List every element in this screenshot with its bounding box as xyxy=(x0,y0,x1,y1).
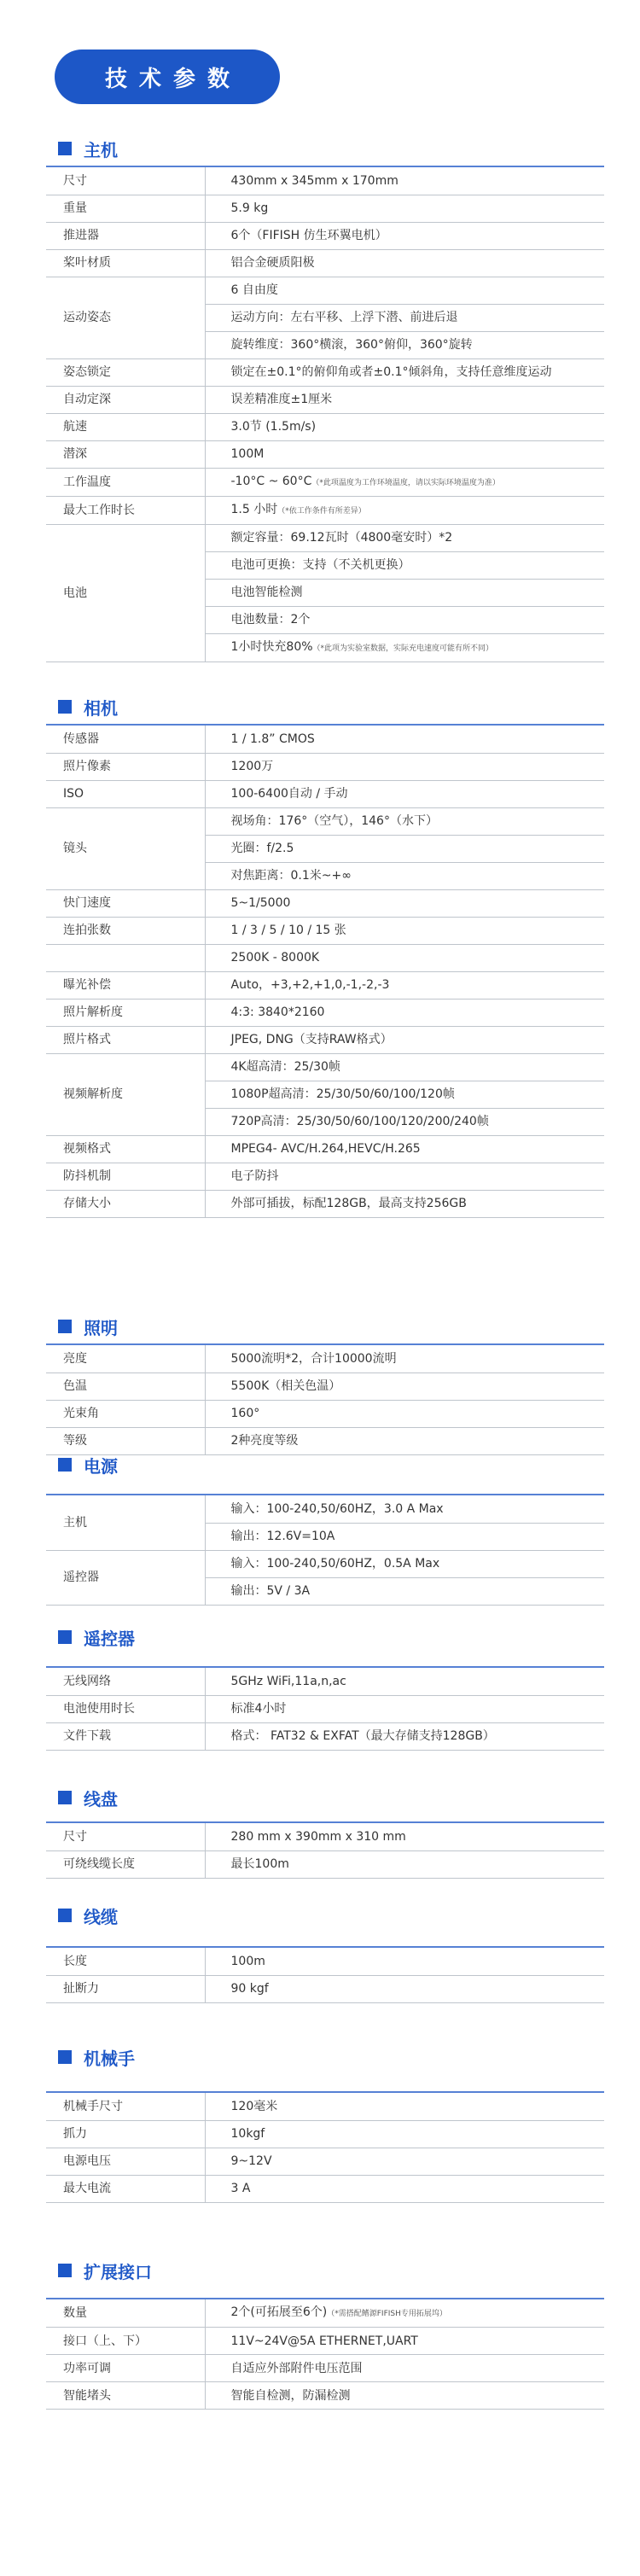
spec-label: 尺寸 xyxy=(46,167,205,195)
page-title-badge xyxy=(55,50,280,104)
spec-table xyxy=(46,1668,604,1751)
spec-value: 输入：100-240,50/60HZ，0.5A Max xyxy=(205,1550,604,1577)
spec-row xyxy=(46,1948,604,1975)
spec-row xyxy=(46,889,604,917)
spec-value: 280 mm x 390mm x 310 mm xyxy=(205,1823,604,1850)
spec-note: （*此项温度为工作环境温度，请以实际环境温度为准） xyxy=(311,478,500,487)
spec-label: 重量 xyxy=(46,195,205,222)
section-title xyxy=(46,2257,604,2284)
spec-value: 对焦距离：0.1米~+∞ xyxy=(205,862,604,889)
section-main xyxy=(46,135,604,662)
spec-row xyxy=(46,440,604,468)
spec-label: ISO xyxy=(46,780,205,807)
section-title-text: 遥控器 xyxy=(84,1628,135,1649)
section-rule xyxy=(46,1821,604,1823)
section-title-text: 线盘 xyxy=(84,1788,118,1810)
spec-row xyxy=(46,2382,604,2410)
spec-label: 视频解析度 xyxy=(46,1053,205,1135)
spec-label: 长度 xyxy=(46,1948,205,1975)
section-title xyxy=(46,1623,604,1651)
spec-value: 100M xyxy=(205,440,604,468)
square-bullet-icon xyxy=(58,1320,72,1333)
spec-value: 格式： FAT32 & EXFAT（最大存储支持128GB） xyxy=(205,1722,604,1750)
spec-row xyxy=(46,2093,604,2120)
section-expansion xyxy=(46,2257,604,2410)
spec-value: 输入：100-240,50/60HZ，3.0 A Max xyxy=(205,1495,604,1523)
section-rule xyxy=(46,2091,604,2093)
spec-label xyxy=(46,944,205,971)
section-title-text: 机械手 xyxy=(84,2048,135,2069)
spec-value: 锁定在±0.1°的俯仰角或者±0.1°倾斜角，支持任意维度运动 xyxy=(205,358,604,386)
square-bullet-icon xyxy=(58,1909,72,1922)
section-reel xyxy=(46,1784,604,1879)
spec-label: 电池 xyxy=(46,524,205,661)
spec-label: 视频格式 xyxy=(46,1135,205,1163)
spec-value: 电池可更换：支持（不关机更换） xyxy=(205,551,604,579)
spec-label: 数量 xyxy=(46,2299,205,2328)
section-title-text: 主机 xyxy=(84,139,118,160)
spec-label: 色温 xyxy=(46,1373,205,1400)
spec-row xyxy=(46,1823,604,1850)
spec-value: 3.0节 (1.5m/s) xyxy=(205,413,604,440)
spec-label: 文件下载 xyxy=(46,1722,205,1750)
spec-value: 3 A xyxy=(205,2175,604,2202)
spec-row xyxy=(46,167,604,195)
spec-label: 工作温度 xyxy=(46,468,205,496)
spec-label: 航速 xyxy=(46,413,205,440)
spec-value: 2500K - 8000K xyxy=(205,944,604,971)
spec-row xyxy=(46,807,604,835)
spec-row xyxy=(46,277,604,304)
spec-label: 姿态锁定 xyxy=(46,358,205,386)
spec-value: 90 kgf xyxy=(205,1975,604,2002)
spec-note: （*依工作条件有所差异） xyxy=(277,506,366,516)
section-title xyxy=(46,1784,604,1811)
section-rule xyxy=(46,1494,604,1495)
spec-value: 4K超高清：25/30帧 xyxy=(205,1053,604,1081)
spec-row xyxy=(46,1373,604,1400)
spec-table xyxy=(46,1345,604,1455)
section-title xyxy=(46,135,604,162)
spec-value: 最长100m xyxy=(205,1850,604,1878)
spec-row xyxy=(46,971,604,999)
spec-value: 误差精准度±1厘米 xyxy=(205,386,604,413)
section-arm xyxy=(46,2043,604,2203)
section-rule xyxy=(46,1343,604,1345)
square-bullet-icon xyxy=(58,1630,72,1644)
spec-label: 遥控器 xyxy=(46,1550,205,1605)
spec-label: 亮度 xyxy=(46,1345,205,1373)
spec-label: 镜头 xyxy=(46,807,205,889)
spec-row xyxy=(46,2328,604,2355)
spec-value: 电子防抖 xyxy=(205,1163,604,1190)
section-title xyxy=(46,2043,604,2071)
spec-table xyxy=(46,1823,604,1879)
spec-value: 4:3: 3840*2160 xyxy=(205,999,604,1026)
spec-label: 防抖机制 xyxy=(46,1163,205,1190)
spec-note: （*需搭配鳍源FIFISH专用拓展坞） xyxy=(327,2310,447,2318)
section-title xyxy=(46,1451,604,1478)
spec-label: 传感器 xyxy=(46,726,205,753)
spec-row xyxy=(46,1975,604,2002)
spec-label: 可绕线缆长度 xyxy=(46,1850,205,1878)
spec-row xyxy=(46,2148,604,2175)
section-title-text: 扩展接口 xyxy=(84,2261,152,2282)
spec-value: 铝合金硬质阳极 xyxy=(205,249,604,277)
section-cable xyxy=(46,1902,604,2003)
spec-value: JPEG, DNG（支持RAW格式） xyxy=(205,1026,604,1053)
spec-label: 电池使用时长 xyxy=(46,1695,205,1722)
section-rule xyxy=(46,2298,604,2299)
spec-row xyxy=(46,1190,604,1217)
square-bullet-icon xyxy=(58,142,72,155)
section-title-text: 线缆 xyxy=(84,1906,118,1927)
spec-row xyxy=(46,2120,604,2148)
section-title-text: 电源 xyxy=(84,1455,118,1477)
spec-value: 光圈：f/2.5 xyxy=(205,835,604,862)
spec-value: 1 / 1.8” CMOS xyxy=(205,726,604,753)
spec-row xyxy=(46,1053,604,1081)
spec-table xyxy=(46,167,604,662)
spec-label: 主机 xyxy=(46,1495,205,1550)
spec-value: 430mm x 345mm x 170mm xyxy=(205,167,604,195)
spec-value: 5500K（相关色温） xyxy=(205,1373,604,1400)
spec-value: 电池智能检测 xyxy=(205,579,604,606)
spec-value: 5~1/5000 xyxy=(205,889,604,917)
spec-value: 11V~24V@5A ETHERNET,UART xyxy=(205,2328,604,2355)
spec-row xyxy=(46,780,604,807)
spec-label: 扯断力 xyxy=(46,1975,205,2002)
spec-value: MPEG4- AVC/H.264,HEVC/H.265 xyxy=(205,1135,604,1163)
square-bullet-icon xyxy=(58,2264,72,2277)
spec-label: 潜深 xyxy=(46,440,205,468)
spec-row xyxy=(46,524,604,551)
spec-value: 智能自检测，防漏检测 xyxy=(205,2382,604,2410)
spec-value: 电池数量：2个 xyxy=(205,606,604,633)
spec-label: 抓力 xyxy=(46,2120,205,2148)
spec-row xyxy=(46,386,604,413)
page-title: 技术参数 xyxy=(104,66,241,92)
spec-value: Auto，+3,+2,+1,0,-1,-2,-3 xyxy=(205,971,604,999)
spec-label: 电源电压 xyxy=(46,2148,205,2175)
section-title xyxy=(46,693,604,720)
spec-row xyxy=(46,944,604,971)
spec-value: 额定容量：69.12瓦时（4800毫安时）*2 xyxy=(205,524,604,551)
spec-row xyxy=(46,2355,604,2382)
spec-value: 1.5 小时（*依工作条件有所差异） xyxy=(205,496,604,524)
spec-row xyxy=(46,468,604,496)
spec-table xyxy=(46,1495,604,1606)
spec-label: 机械手尺寸 xyxy=(46,2093,205,2120)
spec-row xyxy=(46,1495,604,1523)
spec-value: 720P高清：25/30/50/60/100/120/200/240帧 xyxy=(205,1108,604,1135)
spec-row xyxy=(46,1163,604,1190)
spec-label: 功率可调 xyxy=(46,2355,205,2382)
spec-value: 6 自由度 xyxy=(205,277,604,304)
spec-label: 光束角 xyxy=(46,1400,205,1427)
spec-value: 2个(可拓展至6个)（*需搭配鳍源FIFISH专用拓展坞） xyxy=(205,2299,604,2328)
spec-row xyxy=(46,1668,604,1695)
spec-label: 等级 xyxy=(46,1427,205,1454)
spec-value: 5000流明*2，合计10000流明 xyxy=(205,1345,604,1373)
spec-table xyxy=(46,2299,604,2410)
spec-row xyxy=(46,1135,604,1163)
spec-value: 运动方向：左右平移、上浮下潜、前进后退 xyxy=(205,304,604,331)
spec-label: 推进器 xyxy=(46,222,205,249)
spec-label: 照片解析度 xyxy=(46,999,205,1026)
spec-value: 自适应外部附件电压范围 xyxy=(205,2355,604,2382)
section-rule xyxy=(46,724,604,726)
spec-row xyxy=(46,1695,604,1722)
section-power xyxy=(46,1451,604,1606)
spec-value: 1080P超高清：25/30/50/60/100/120帧 xyxy=(205,1081,604,1108)
spec-label: 接口（上、下） xyxy=(46,2328,205,2355)
spec-value: 外部可插拔，标配128GB，最高支持256GB xyxy=(205,1190,604,1217)
spec-label: 照片像素 xyxy=(46,753,205,780)
spec-table xyxy=(46,1948,604,2003)
spec-label: 连拍张数 xyxy=(46,917,205,944)
square-bullet-icon xyxy=(58,1791,72,1804)
spec-row xyxy=(46,1400,604,1427)
spec-label: 桨叶材质 xyxy=(46,249,205,277)
spec-label: 快门速度 xyxy=(46,889,205,917)
spec-table xyxy=(46,2093,604,2203)
section-title-text: 照明 xyxy=(84,1317,118,1338)
spec-value: 1 / 3 / 5 / 10 / 15 张 xyxy=(205,917,604,944)
spec-value: 160° xyxy=(205,1400,604,1427)
spec-value: -10°C ~ 60°C（*此项温度为工作环境温度，请以实际环境温度为准） xyxy=(205,468,604,496)
spec-row xyxy=(46,753,604,780)
spec-row xyxy=(46,2175,604,2202)
spec-row xyxy=(46,726,604,753)
spec-row xyxy=(46,195,604,222)
section-title xyxy=(46,1313,604,1340)
spec-value: 1200万 xyxy=(205,753,604,780)
spec-label: 智能堵头 xyxy=(46,2382,205,2410)
spec-note: （*此项为实验室数据，实际充电速度可能有所不同） xyxy=(312,644,494,653)
spec-value: 5.9 kg xyxy=(205,195,604,222)
spec-row xyxy=(46,1550,604,1577)
spec-value: 旋转维度：360°横滚，360°俯仰，360°旋转 xyxy=(205,331,604,358)
square-bullet-icon xyxy=(58,700,72,714)
spec-row xyxy=(46,413,604,440)
spec-label: 运动姿态 xyxy=(46,277,205,358)
spec-label: 尺寸 xyxy=(46,1823,205,1850)
spec-value: 输出：12.6V=10A xyxy=(205,1523,604,1550)
spec-row xyxy=(46,999,604,1026)
section-remote xyxy=(46,1623,604,1751)
spec-value: 100m xyxy=(205,1948,604,1975)
spec-label: 照片格式 xyxy=(46,1026,205,1053)
square-bullet-icon xyxy=(58,1458,72,1472)
spec-row xyxy=(46,1850,604,1878)
spec-row xyxy=(46,249,604,277)
section-title xyxy=(46,1902,604,1929)
section-rule xyxy=(46,166,604,167)
spec-value: 输出：5V / 3A xyxy=(205,1577,604,1605)
spec-row xyxy=(46,496,604,524)
spec-value: 视场角：176°（空气），146°（水下） xyxy=(205,807,604,835)
spec-label: 存储大小 xyxy=(46,1190,205,1217)
spec-value: 6个（FIFISH 仿生环翼电机） xyxy=(205,222,604,249)
section-camera xyxy=(46,693,604,1218)
section-rule xyxy=(46,1946,604,1948)
section-light xyxy=(46,1313,604,1455)
section-title-text: 相机 xyxy=(84,697,118,719)
spec-value: 9~12V xyxy=(205,2148,604,2175)
spec-label: 最大电流 xyxy=(46,2175,205,2202)
spec-label: 曝光补偿 xyxy=(46,971,205,999)
spec-label: 最大工作时长 xyxy=(46,496,205,524)
section-rule xyxy=(46,1666,604,1668)
square-bullet-icon xyxy=(58,2050,72,2064)
spec-row xyxy=(46,2299,604,2328)
spec-row xyxy=(46,917,604,944)
spec-table xyxy=(46,726,604,1218)
spec-value: 100-6400自动 / 手动 xyxy=(205,780,604,807)
spec-value: 5GHz WiFi,11a,n,ac xyxy=(205,1668,604,1695)
spec-value: 10kgf xyxy=(205,2120,604,2148)
spec-row xyxy=(46,1722,604,1750)
spec-value: 120毫米 xyxy=(205,2093,604,2120)
spec-value: 1小时快充80%（*此项为实验室数据，实际充电速度可能有所不同） xyxy=(205,633,604,661)
spec-value: 2种亮度等级 xyxy=(205,1427,604,1454)
spec-label: 自动定深 xyxy=(46,386,205,413)
spec-value: 标准4小时 xyxy=(205,1695,604,1722)
spec-label: 无线网络 xyxy=(46,1668,205,1695)
spec-row xyxy=(46,358,604,386)
spec-row xyxy=(46,222,604,249)
spec-row xyxy=(46,1345,604,1373)
spec-row xyxy=(46,1026,604,1053)
